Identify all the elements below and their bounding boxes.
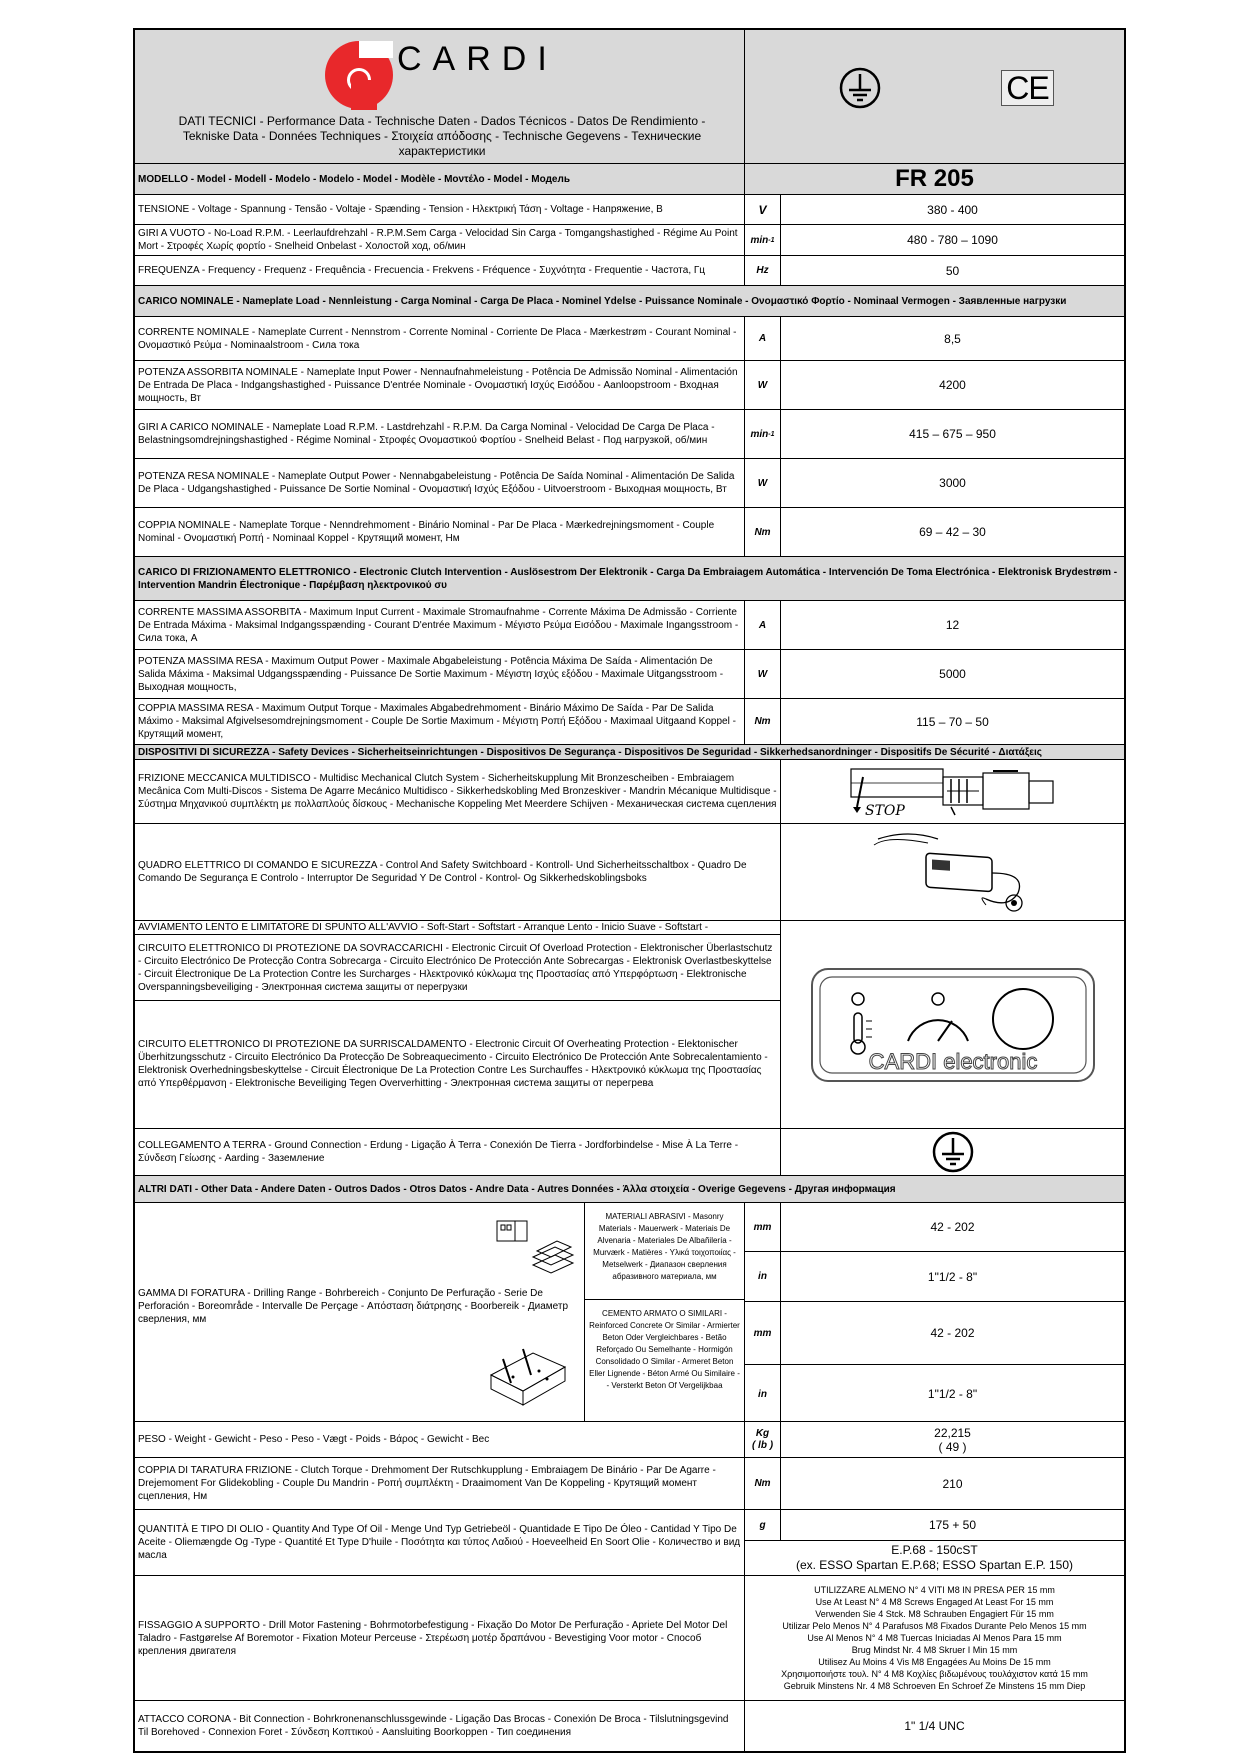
ground-label: COLLEGAMENTO A TERRA - Ground Connection - Erdung - Ligação À Terra - Conexión De Tierra - Jordforbindelse - Mise À La Terre - Σύνδεση Γείωσης - Aarding - Заземление — [135, 1129, 781, 1175]
thermometer-icon — [854, 1013, 862, 1043]
max-torque-label: COPPIA MASSIMA RESA - Maximum Output Torque - Maximales Abgabedrehmoment - Binário Máximo De Saída - Par De Salida Máximo - Maksimal Afgivelsesomdrejningsmoment - Couple De Sortie Maximum - Μέγιστη Ροπή Εξόδου - Maximaal Uitgaand Koppel - Крутящий момент, — [135, 699, 745, 744]
nominal-current-row — [135, 317, 1124, 361]
electronic-protection-block — [135, 921, 1124, 1129]
masonry-mm-unit: mm — [745, 1203, 781, 1251]
clutch-torque-value: 210 — [942, 1476, 963, 1491]
panel-brand-text: CARDI electronic — [868, 1048, 1037, 1074]
clutch-torque-label: COPPIA DI TARATURA FRIZIONE - Clutch Torque - Drehmoment Der Rutschkupplung - Embraiagem De Binário - Par De Agarre - Drejemoment For Glidekobling - Couple Du Mandrin - Ροπή συμπλέκτη - Draaimoment Van De Koppeling - Крутящий момент сцепления, Нм — [135, 1458, 745, 1509]
nominal-current-label: CORRENTE NOMINALE - Nameplate Current - Nennstrom - Corrente Nominal - Corriente De Placa - Mærkestrøm - Courant Nominal - Ονομαστικό Ρεύμα - Nominaalstroom - Сила тока — [135, 317, 745, 360]
stop-label: STOP — [864, 802, 905, 819]
ground-symbol-icon — [839, 67, 881, 109]
voltage-row — [135, 195, 1124, 225]
fastening-line: Utilizar Pelo Menos N° 4 Parafusos M8 Fixados Durante Pelo Menos 15 mm — [782, 1621, 1087, 1631]
nominal-input-power-row — [135, 361, 1124, 410]
model-label: MODELLO - Model - Modell - Modelo - Modelo - Model - Modèle - Μοντέλο - Model - Модель — [135, 164, 745, 194]
oil-quantity-row — [745, 1510, 1124, 1541]
other-section-title: ALTRI DATI - Other Data - Andere Daten - Outros Dados - Otros Datos - Andre Data - Autres Données - Άλλα στοιχεία - Overige Gegevens - Другая информация — [138, 1183, 896, 1195]
brand-name: CARDI — [397, 40, 558, 78]
switchboard-illustration — [868, 827, 1038, 917]
cardi-electronic-panel — [808, 965, 1098, 1085]
noload-rpm-value: 480 - 780 – 1090 — [907, 233, 998, 247]
switchboard-label: QUADRO ELETTRICO DI COMANDO E SICUREZZA - Control And Safety Switchboard - Kontroll- Und Sicherheitsschaltbox - Quadro De Comando De Segurança E Controlo - Interruptor De Seguridad Y De Control - Kontrol- Og Sikkerhedskoblingsboks — [135, 824, 781, 920]
nominal-input-power-unit: W — [745, 361, 781, 409]
safety-section-header — [135, 745, 1124, 760]
bricks-icon — [493, 1213, 575, 1277]
header-right — [745, 30, 1124, 163]
ground-icon-cell — [781, 1129, 1124, 1175]
header-row — [135, 30, 1124, 164]
frequency-row — [135, 256, 1124, 286]
electronic-labels — [135, 921, 781, 1128]
masonry-mm-value: 42 - 202 — [930, 1220, 975, 1234]
max-output-power-unit: W — [745, 650, 781, 698]
weight-row — [135, 1422, 1124, 1458]
fastening-line: Use At Least N° 4 M8 Screws Engaged At Least For 15 mm — [815, 1597, 1054, 1607]
electronic-panel-cell — [781, 921, 1124, 1128]
frequency-value: 50 — [945, 263, 960, 278]
max-current-unit: A — [745, 601, 781, 649]
fastening-line: Use Al Menos N° 4 M8 Tuercas Iniciadas Al Menos Para 15 mm — [807, 1633, 1062, 1643]
nominal-output-power-label: POTENZA RESA NOMINALE - Nameplate Output Power - Nennabgabeleistung - Potência De Saída Nominal - Alimentación De Salida De Placa - Udgangshastighed - Puissance De Sortie Nominal - Ονομαστική Ισχύς Εξόδου - Uitvoerstroom - Выходная мощность, Вт — [135, 459, 745, 507]
switchboard-image — [781, 824, 1124, 920]
noload-rpm-row — [135, 225, 1124, 256]
bit-connection-row — [135, 1701, 1124, 1751]
header-left — [135, 30, 745, 163]
max-output-power-value: 5000 — [939, 667, 966, 681]
nominal-current-value: 8,5 — [944, 331, 961, 346]
frequency-label: FREQUENZA - Frequency - Frequenz - Frequência - Frecuencia - Frekvens - Fréquence - Συχνότητα - Frequentie - Частота, Гц — [135, 256, 745, 285]
fastening-line: Utilisez Au Moins 4 Vis M8 Engagées Au Moins De 15 mm — [818, 1657, 1051, 1667]
reset-button-icon — [993, 989, 1053, 1049]
clutch-torque-unit: Nm — [745, 1458, 781, 1509]
oil-unit: g — [745, 1510, 781, 1540]
mechanical-clutch-label: FRIZIONE MECCANICA MULTIDISCO - Multidisc Mechanical Clutch System - Sicherheitskupplung Mit Bronzescheiben - Embraiagem Mecânica Com Multi-Discos - Sistema De Agarre Mecánico Multidisco - Sikkerhedskobling Med Bronzeskiver - Mandrin Mécanique Multidisque - Σύστημα Μηχανικού συμπλέκτη με πολλαπλούς δίσκους - Mechanische Koppeling Met Meerdere Schijven - Механическая система сцепления — [135, 760, 781, 823]
fastening-line: UTILIZZARE ALMENO N° 4 VITI M8 IN PRESA PER 15 mm — [814, 1585, 1055, 1595]
header-title: DATI TECNICI - Performance Data - Technische Daten - Dados Técnicos - Datos De Rendimiento - Tekniske Data - Données Techniques - Στοιχεία απόδοσης - Technische Gegevens - Технические характеристики — [178, 114, 706, 158]
gauge-icon — [908, 1020, 968, 1041]
concrete-in-unit: in — [745, 1365, 781, 1423]
max-output-power-label: POTENZA MASSIMA RESA - Maximum Output Power - Maximale Abgabeleistung - Potência Máxima De Saída - Alimentación De Salida Máxima - Maksimal Udgangsspænding - Puissance De Sortie Maximum - Μέγιστη Ισχύς εξόδου - Maximale Uitgangsstroom - Выходная мощность, — [135, 650, 745, 698]
masonry-in-value: 1"1/2 - 8" — [927, 1269, 978, 1284]
oil-type — [745, 1541, 1124, 1575]
fastening-line: Brug Mindst Nr. 4 M8 Skruer I Min 15 mm — [851, 1645, 1018, 1655]
bit-connection-value: 1" 1/4 UNC — [904, 1719, 965, 1733]
max-output-power-row — [135, 650, 1124, 699]
fastening-line: Χρησιμοποιήστε τουλ. N° 4 M8 Κοχλίες βιδωμένους τουλάχιστον κατά 15 mm — [781, 1669, 1088, 1679]
concrete-label: CEMENTO ARMATO O SIMILARI - Reinforced Concrete Or Similar - Armierter Beton Oder Vergleichbares - Betão Reforçado Ou Semelhante - Hormigón Consolidado O Similar - Armeret Beton Eller Lignende - Béton Armé Ou Similaire - - Versterkt Beton Of Vergelijkbaa — [589, 1309, 740, 1390]
fastening-row — [135, 1576, 1124, 1701]
weight-label: PESO - Weight - Gewicht - Peso - Peso - Vægt - Poids - Βάρος - Gewicht - Вес — [135, 1422, 745, 1457]
material-labels — [585, 1203, 745, 1421]
clutch-stop-illustration — [843, 763, 1063, 821]
concrete-mm-unit: mm — [745, 1302, 781, 1364]
oil-type-example: (ex. ESSO Spartan E.P.68; ESSO Spartan E.P. 150) — [795, 1558, 1074, 1572]
oil-label: QUANTITÀ E TIPO DI OLIO - Quantity And Type Of Oil - Menge Und Typ Getriebeöl - Quantidade E Tipo De Óleo - Cantidad Y Tipo De Aceite - Oliemængde Og -Type - Quantité Et Type D'huile - Ποσότητα και τύπος Λαδιού - Hoeveelheid En Soort Olie - Количество и вид масла — [135, 1510, 745, 1575]
nominal-current-unit: A — [745, 317, 781, 360]
clutch-section-title: CARICO DI FRIZIONAMENTO ELETTRONICO - Electronic Clutch Intervention - Auslösestrom Der Elektronik - Carga Da Embraiagem Automática - Intervención De Toma Electrónica - Elektronisk Brydestrøm - Intervention Mandrin Électronique - Παρέμβαση ηλεκτρονικού συ — [138, 566, 1118, 591]
mechanical-clutch-row — [135, 760, 1124, 824]
oil-values — [745, 1510, 1124, 1575]
nominal-output-power-unit: W — [745, 459, 781, 507]
nominal-input-power-value: 4200 — [939, 378, 966, 392]
masonry-in-row — [745, 1252, 1124, 1302]
fastening-line: Gebruik Minstens Nr. 4 M8 Schroeven En Schroef Ze Minstens 15 mm Diep — [783, 1681, 1086, 1691]
weight-unit: Kg ( lb ) — [745, 1422, 781, 1457]
other-section-header — [135, 1176, 1124, 1203]
nominal-load-rpm-row — [135, 410, 1124, 459]
oil-row — [135, 1510, 1124, 1576]
nominal-section-header — [135, 286, 1124, 317]
drilling-range-left — [135, 1203, 585, 1421]
nominal-torque-row — [135, 508, 1124, 557]
drilling-range-label: GAMMA DI FORATURA - Drilling Range - Bohrbereich - Conjunto De Perfuração - Serie De Perforación - Boreområde - Intervalle De Perçage - Απόσταση διάτρησης - Boorbereik - Диаметр сверления, мм — [138, 1288, 569, 1325]
fastening-instructions — [745, 1576, 1124, 1700]
nominal-torque-label: COPPIA NOMINALE - Nameplate Torque - Nenndrehmoment - Binário Nominal - Par De Placa - Mærkedrejningsmoment - Couple Nominal - Ονομαστική Ροπή - Nominaal Koppel - Крутящий момент, Нм — [135, 508, 745, 556]
fastening-line: Verwenden Sie 4 Stck. M8 Schrauben Engagiert Für 15 mm — [815, 1609, 1054, 1619]
max-current-label: CORRENTE MASSIMA ASSORBITA - Maximum Input Current - Maximale Stromaufnahme - Corrente Máxima De Admissão - Corriente De Entrada Máxima - Maksimal Indgangsspænding - Courant D'entrée Maximum - Μέγιστο Ρεύμα Εισόδου - Maximale Ingangsstroom - Сила тока, А — [135, 601, 745, 649]
model-value: FR 205 — [895, 165, 974, 192]
concrete-in-value: 1"1/2 - 8" — [927, 1387, 978, 1401]
safety-section-title: DISPOSITIVI DI SICUREZZA - Safety Devices - Sicherheitseinrichtungen - Dispositivos De Segurança - Dispositivos De Seguridad - Sikkerhedsanordninger - Dispositifs De Sécurité - Διατάξεις — [138, 746, 1043, 758]
indicator-light-icon — [852, 993, 864, 1005]
fastening-label: FISSAGGIO A SUPPORTO - Drill Motor Fastening - Bohrmotorbefestigung - Fixação Do Motor De Perfuração - Apriete Del Motor Del Taladro - Fastgørelse Af Boremotor - Fixation Moteur Perceuse - Στερέωση μοτέρ δραπάνου - Bevestiging Voor motor - Способ крепления двигателя — [135, 1576, 745, 1700]
voltage-unit: V — [745, 195, 781, 224]
overload-label: CIRCUITO ELETTRONICO DI PROTEZIONE DA SOVRACCARICHI - Electronic Circuit Of Overload Protection - Elektronischer Überlastschutz - Circuito Electrónico De Protecção Contra Sobrecarga - Circuito Electrónico De Protección Ante Sobrecargas - Elektronisk Overlastbeskyttelse - Circuit Électronique De La Protection Contre les Surcharges - Ηλεκτρονικό κύκλωμα της Προστασίας από Υπερφόρτωση - Elektronische Overspanningsbeveiliging - Электронная система защиты от перегрузки — [135, 935, 780, 1001]
masonry-label: MATERIALI ABRASIVI - Masonry Materials - Mauerwerk - Materiais De Alvenaria - Materiales De Albañilería - Murværk - Matières - Υλικά τοιχοποιίας - Metselwerk - Диапазон сверления абразивного материала, мм — [585, 1203, 744, 1300]
masonry-mm-row — [745, 1203, 1124, 1252]
switchboard-row — [135, 824, 1124, 921]
max-current-row — [135, 601, 1124, 650]
bit-connection-label: ATTACCO CORONA - Bit Connection - Bohrkronenanschlussgewinde - Ligação Das Brocas - Conexión De Broca - Tilslutningsgevind Til Borehoved - Connexion Foret - Σύνδεση Κοπτικού - Aansluiting Boorkoppen - Тип соединения — [135, 1701, 745, 1751]
clutch-torque-row — [135, 1458, 1124, 1510]
nominal-input-power-label: POTENZA ASSORBITA NOMINALE - Nameplate Input Power - Nennaufnahmeleistung - Potência De Admissão Nominal - Alimentación De Entrada De Placa - Indgangshastighed - Puissance D'entrée Nominale - Ονομαστική Ισχύς Εισόδου - Aanloopstroom - Входная мощность, Вт — [135, 361, 745, 409]
indicator-light-2-icon — [932, 993, 944, 1005]
nominal-output-power-value: 3000 — [939, 476, 966, 490]
nominal-torque-value: 69 – 42 – 30 — [919, 525, 986, 539]
noload-rpm-label: GIRI A VUOTO - No-Load R.P.M. - Leerlaufdrehzahl - R.P.M.Sem Carga - Velocidad Sin Carga - Tomgangshastighed - Régime Au Point Mort - Στροφές Χωρίς φορτίο - Snelheid Onbelast - Холостой ход, об/мин — [135, 225, 745, 255]
drilling-range-block — [135, 1203, 1124, 1422]
nominal-load-rpm-label: GIRI A CARICO NOMINALE - Nameplate Load R.P.M. - Lastdrehzahl - R.P.M. Da Carga Nominal - Velocidad De Carga De Placa - Belastningsomdrejningshastighed - Régime Nominal - Στροφές Ονομαστικού Φορτίου - Snelheid Belast - Под нагрузкой, об/мин — [135, 410, 745, 458]
clutch-section-header — [135, 557, 1124, 601]
spec-sheet — [133, 28, 1126, 1753]
nominal-output-power-row — [135, 459, 1124, 508]
overheat-label: CIRCUITO ELETTRONICO DI PROTEZIONE DA SURRISCALDAMENTO - Electronic Circuit Of Overheating Protection - Elektonischer Überhitzungsschutz - Circuito Electrónico Da Protecção De Sobreaquecimento - Circuito Electrónico De Protección Ante Sobrecalentamiento - Elektronisk Overhedningsbeskyttelse - Circuit Électronique De La Protection Contre Les Surchauffes - Ηλεκτρονικό κύκλωμα της Προστασίας από Υπερθέρμανση - Elektronische Beveiliging Tegen Oververhitting - Электронная система защиты от перегрева — [138, 1039, 768, 1089]
masonry-in-unit: in — [745, 1252, 781, 1301]
ground-row — [135, 1129, 1124, 1176]
max-torque-value: 115 – 70 – 50 — [916, 714, 989, 729]
concrete-mm-row — [745, 1302, 1124, 1365]
clutch-diagram — [781, 760, 1124, 823]
ce-mark: CE — [1001, 70, 1054, 106]
oil-type-value: E.P.68 - 150cST — [891, 1543, 978, 1557]
nominal-load-rpm-unit: min -1 — [745, 410, 781, 458]
drilling-values — [745, 1203, 1124, 1421]
max-torque-unit: Nm — [745, 699, 781, 744]
nominal-section-title: CARICO NOMINALE - Nameplate Load - Nennleistung - Carga Nominal - Carga De Placa - Nominel Ydelse - Puissance Nominale - Ονομαστικό Φορτίο - Nominaal Vermogen - Заявленные нагрузки — [138, 295, 1067, 307]
nominal-load-rpm-value: 415 – 675 – 950 — [909, 427, 996, 441]
ground-connection-icon — [932, 1131, 974, 1173]
concrete-in-row — [745, 1365, 1124, 1423]
oil-quantity-value: 175 + 50 — [928, 1518, 977, 1532]
max-current-value: 12 — [945, 618, 960, 632]
concrete-icon — [483, 1335, 573, 1409]
weight-value: 22,215 ( 49 ) — [934, 1425, 971, 1454]
frequency-unit: Hz — [745, 256, 781, 285]
model-row — [135, 164, 1124, 195]
voltage-value: 380 - 400 — [927, 202, 978, 217]
concrete-mm-value: 42 - 202 — [930, 1326, 975, 1340]
softstart-label: AVVIAMENTO LENTO E LIMITATORE DI SPUNTO ALL'AVVIO - Soft-Start - Softstart - Arranque Lento - Inicio Suave - Softstart - — [135, 921, 780, 935]
nominal-torque-unit: Nm — [745, 508, 781, 556]
max-torque-row — [135, 699, 1124, 745]
voltage-label: TENSIONE - Voltage - Spannung - Tensão - Voltaje - Spænding - Tension - Ηλεκτρική Τάση - Voltage - Напряжение, В — [135, 195, 745, 224]
noload-rpm-unit: min -1 — [745, 225, 781, 255]
